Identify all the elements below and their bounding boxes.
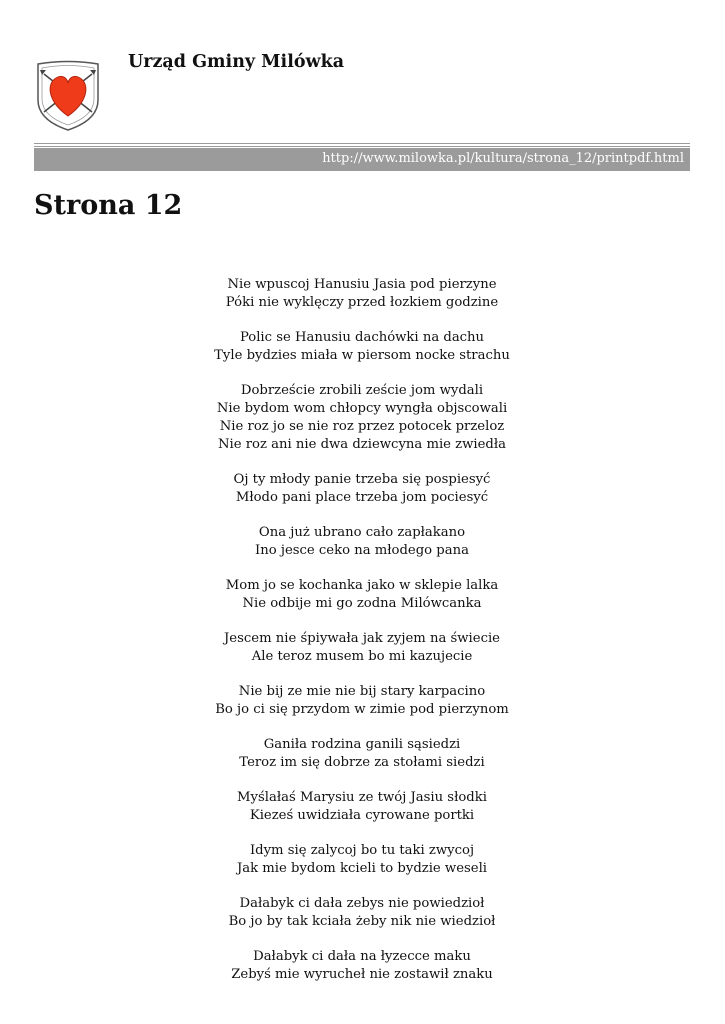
poem-line: Polic se Hanusiu dachówki na dachu bbox=[239, 330, 485, 345]
poem-stanza bbox=[34, 948, 690, 984]
poem-stanza bbox=[34, 524, 690, 560]
poem-line: Tyle bydzies miała w piersom nocke strachu bbox=[214, 348, 510, 363]
poem-line: Nie bij ze mie nie bij stary karpacino bbox=[238, 684, 486, 699]
poem-line: Nie odbije mi go zodna Milówcanka bbox=[242, 596, 482, 611]
url-bar bbox=[34, 148, 690, 171]
poem-line: Nie wpuscoj Hanusiu Jasia pod pierzyne bbox=[227, 277, 497, 292]
poem-body bbox=[34, 276, 690, 1001]
poem-line: Idym się zalycoj bo tu taki zwycoj bbox=[249, 843, 475, 858]
poem-stanza bbox=[34, 842, 690, 878]
poem-stanza bbox=[34, 895, 690, 931]
page-title: Strona 12 bbox=[34, 190, 183, 221]
poem-line: Myślałaś Marysiu ze twój Jasiu słodki bbox=[237, 790, 487, 805]
poem-stanza bbox=[34, 471, 690, 507]
poem-line: Zebyś mie wyrucheł nie zostawił znaku bbox=[231, 967, 493, 982]
poem-stanza bbox=[34, 382, 690, 454]
poem-line: Nie bydom wom chłopcy wyngła objscowali bbox=[216, 401, 508, 416]
coat-of-arms-logo bbox=[34, 58, 102, 132]
poem-line: Ganiła rodzina ganili sąsiedzi bbox=[263, 737, 461, 752]
poem-line: Bo jo by tak kciała żeby nik nie wiedzioł bbox=[228, 914, 496, 929]
poem-line: Jak mie bydom kcieli to bydzie weseli bbox=[236, 861, 488, 876]
poem-line: Oj ty młody panie trzeba się pospiesyć bbox=[233, 472, 491, 487]
poem-line: Dałabyk ci dała zebys nie powiedzioł bbox=[239, 896, 485, 911]
poem-line: Młodo pani place trzeba jom pociesyć bbox=[235, 490, 489, 505]
poem-stanza bbox=[34, 630, 690, 666]
header-divider bbox=[34, 146, 690, 147]
poem-line: Nie roz ani nie dwa dziewcyna mie zwiedła bbox=[217, 437, 507, 452]
poem-line: Ino jesce ceko na młodego pana bbox=[255, 543, 469, 558]
poem-line: Ale teroz musem bo mi kazujecie bbox=[251, 649, 473, 664]
poem-line: Bo jo ci się przydom w zimie pod pierzynom bbox=[215, 702, 509, 717]
site-title: Urząd Gminy Milówka bbox=[128, 52, 345, 72]
poem-stanza bbox=[34, 276, 690, 312]
poem-stanza bbox=[34, 577, 690, 613]
poem-line: Jescem nie śpiywała jak zyjem na świecie bbox=[224, 631, 500, 646]
poem-line: Mom jo se kochanka jako w sklepie lalka bbox=[225, 578, 499, 593]
poem-line: Ona już ubrano cało zapłakano bbox=[258, 525, 466, 540]
poem-line: Dobrzeście zrobili zeście jom wydali bbox=[240, 383, 484, 398]
poem-stanza bbox=[34, 683, 690, 719]
poem-line: Póki nie wyklęczy przed łozkiem godzine bbox=[225, 295, 499, 310]
poem-line: Nie roz jo se nie roz przez potocek przeloz bbox=[219, 419, 505, 434]
poem-stanza bbox=[34, 789, 690, 825]
poem-stanza bbox=[34, 329, 690, 365]
page-url-link[interactable]: http://www.milowka.pl/kultura/strona_12/printpdf.html bbox=[322, 151, 684, 166]
poem-line: Kieześ uwidziała cyrowane portki bbox=[249, 808, 475, 823]
poem-line: Teroz im się dobrze za stołami siedzi bbox=[239, 755, 485, 770]
poem-stanza bbox=[34, 736, 690, 772]
header-divider bbox=[34, 143, 690, 144]
poem-line: Dałabyk ci dała na łyzecce maku bbox=[253, 949, 471, 964]
